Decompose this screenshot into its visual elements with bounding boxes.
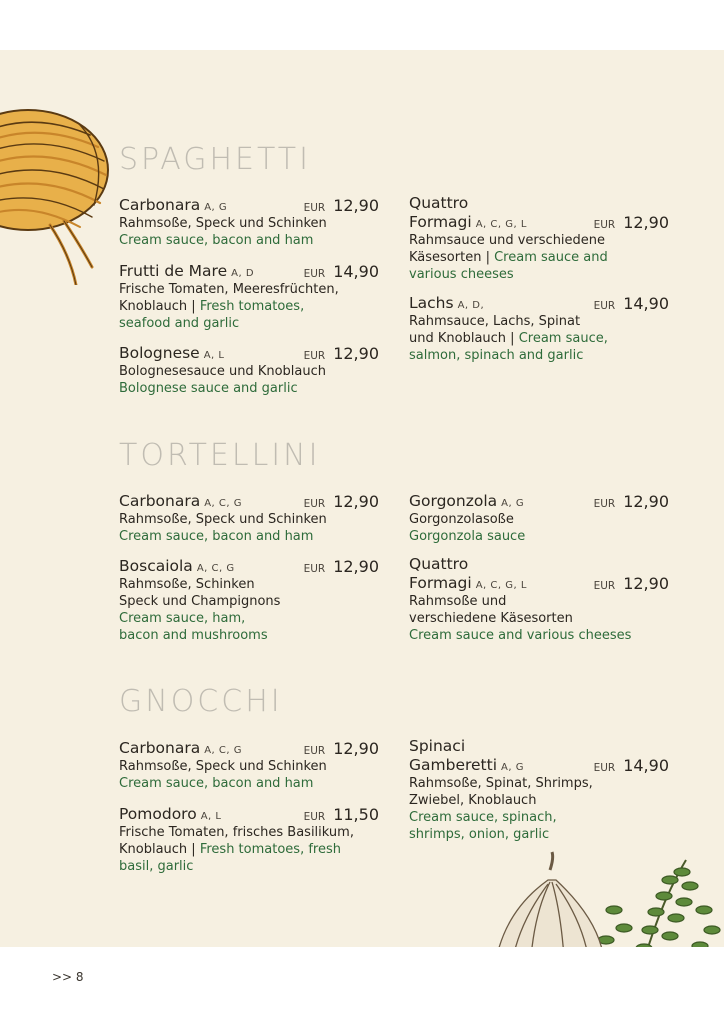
page-number: >> 8: [52, 970, 84, 984]
item-price: 14,90: [623, 756, 669, 775]
item-name: Quattro: [409, 194, 469, 212]
item-name: Carbonara: [119, 196, 201, 214]
item-price: 14,90: [623, 294, 669, 313]
item-description-de: Rahmsauce und verschiedene: [409, 233, 606, 248]
item-price: 12,90: [623, 213, 669, 232]
item-description-en: Cream sauce,: [518, 331, 608, 346]
item-allergens: A, G: [501, 498, 525, 509]
section-title-spaghetti: SPAGHETTI: [119, 142, 311, 177]
item-currency: EUR: [593, 219, 616, 231]
menu-item: [119, 738, 379, 792]
garlic-herbs-illustration: [486, 850, 724, 947]
item-allergens: A, D,: [457, 300, 485, 311]
item-currency: EUR: [593, 300, 616, 312]
item-description-de: Knoblauch |: [119, 299, 200, 314]
item-description-en: Fresh tomatoes,: [199, 299, 305, 314]
item-name: Formagi: [409, 574, 472, 592]
item-description-en: shrimps, onion, garlic: [409, 827, 550, 842]
item-allergens: A, C, G, L: [475, 219, 527, 230]
item-currency: EUR: [303, 811, 326, 823]
menu-item: [119, 804, 379, 875]
item-description-en: bacon and mushrooms: [119, 628, 268, 643]
item-description-de: Käsesorten |: [409, 250, 495, 265]
item-name: Boscaiola: [119, 557, 193, 575]
item-name: Carbonara: [119, 492, 201, 510]
item-description-de: Knoblauch |: [119, 842, 200, 857]
item-description-de: Speck und Champignons: [119, 594, 281, 609]
item-description-en: Cream sauce, bacon and ham: [119, 233, 314, 248]
item-price: 12,90: [333, 492, 379, 511]
item-price: 12,90: [333, 196, 379, 215]
item-currency: EUR: [303, 498, 326, 510]
item-description-de: Frische Tomaten, Meeresfrüchten,: [119, 282, 339, 297]
menu-item: [119, 556, 379, 644]
item-price: 12,90: [333, 557, 379, 576]
item-currency: EUR: [303, 268, 326, 280]
item-currency: EUR: [593, 580, 616, 592]
item-currency: EUR: [593, 762, 616, 774]
item-description-en: Gorgonzola sauce: [409, 529, 526, 544]
item-description-de: Rahmsoße und: [409, 594, 507, 609]
menu-item: [409, 195, 669, 283]
item-description-de: Frische Tomaten, frisches Basilikum,: [119, 825, 354, 840]
item-description-de: Bolognesesauce und Knoblauch: [119, 364, 326, 379]
item-name: Gorgonzola: [409, 492, 498, 510]
item-description-en: Fresh tomatoes, fresh: [199, 842, 341, 857]
item-description-de: Rahmsoße, Schinken: [119, 577, 255, 592]
item-description-en: seafood and garlic: [119, 316, 240, 331]
item-allergens: A, L: [203, 350, 225, 361]
item-description-de: Rahmsoße, Speck und Schinken: [119, 216, 327, 231]
item-name: Gamberetti: [409, 756, 498, 774]
menu-item: [409, 738, 669, 843]
menu-item: [119, 195, 379, 249]
item-description-de: Gorgonzolasoße: [409, 512, 514, 527]
item-price: 12,90: [333, 739, 379, 758]
item-allergens: A, L: [200, 811, 222, 822]
item-price: 12,90: [333, 344, 379, 363]
item-description-en: Cream sauce, bacon and ham: [119, 529, 314, 544]
item-price: 11,50: [333, 805, 379, 824]
item-description-en: basil, garlic: [119, 859, 194, 874]
item-description-en: Cream sauce and various cheeses: [409, 628, 632, 643]
item-description-en: salmon, spinach and garlic: [409, 348, 584, 363]
menu-item: [409, 556, 669, 644]
item-price: 12,90: [623, 574, 669, 593]
item-currency: EUR: [303, 202, 326, 214]
item-price: 12,90: [623, 492, 669, 511]
menu-page: [0, 50, 724, 947]
item-description-de: verschiedene Käsesorten: [409, 611, 573, 626]
item-allergens: A, C, G: [196, 563, 235, 574]
item-currency: EUR: [303, 350, 326, 362]
item-allergens: A, G: [204, 202, 228, 213]
section-title-gnocchi: GNOCCHI: [119, 684, 283, 719]
item-name: Quattro: [409, 555, 469, 573]
item-description-en: Cream sauce, bacon and ham: [119, 776, 314, 791]
pasta-nest-illustration: [0, 85, 120, 285]
item-description-en: Bolognese sauce and garlic: [119, 381, 298, 396]
item-description-en: Cream sauce and: [494, 250, 608, 265]
menu-item: [119, 261, 379, 332]
item-description-en: various cheeses: [409, 267, 514, 282]
item-allergens: A, C, G: [204, 745, 243, 756]
item-description-de: Rahmsoße, Speck und Schinken: [119, 759, 327, 774]
item-description-de: Rahmsauce, Lachs, Spinat: [409, 314, 581, 329]
item-description-de: und Knoblauch |: [409, 331, 519, 346]
item-name: Frutti de Mare: [119, 262, 228, 280]
item-price: 14,90: [333, 262, 379, 281]
item-allergens: A, C, G, L: [475, 580, 527, 591]
item-name: Formagi: [409, 213, 472, 231]
section-title-tortellini: TORTELLINI: [119, 438, 321, 473]
item-name: Pomodoro: [119, 805, 197, 823]
item-allergens: A, G: [501, 762, 524, 773]
item-name: Lachs: [409, 294, 454, 312]
item-currency: EUR: [303, 745, 326, 757]
item-description-de: Rahmsoße, Speck und Schinken: [119, 512, 327, 527]
menu-item: [409, 293, 669, 364]
item-name: Bolognese: [119, 344, 200, 362]
item-description-de: Rahmsoße, Spinat, Shrimps,: [409, 776, 593, 791]
menu-item: [119, 343, 379, 397]
menu-item: [409, 491, 669, 545]
item-description-en: Cream sauce, spinach,: [409, 810, 557, 825]
item-currency: EUR: [593, 498, 616, 510]
item-description-de: Zwiebel, Knoblauch: [409, 793, 537, 808]
item-allergens: A, D: [231, 268, 255, 279]
item-name: Spinaci: [409, 737, 466, 755]
menu-item: [119, 491, 379, 545]
item-currency: EUR: [303, 563, 326, 575]
item-description-en: Cream sauce, ham,: [119, 611, 246, 626]
item-name: Carbonara: [119, 739, 201, 757]
item-allergens: A, C, G: [204, 498, 243, 509]
